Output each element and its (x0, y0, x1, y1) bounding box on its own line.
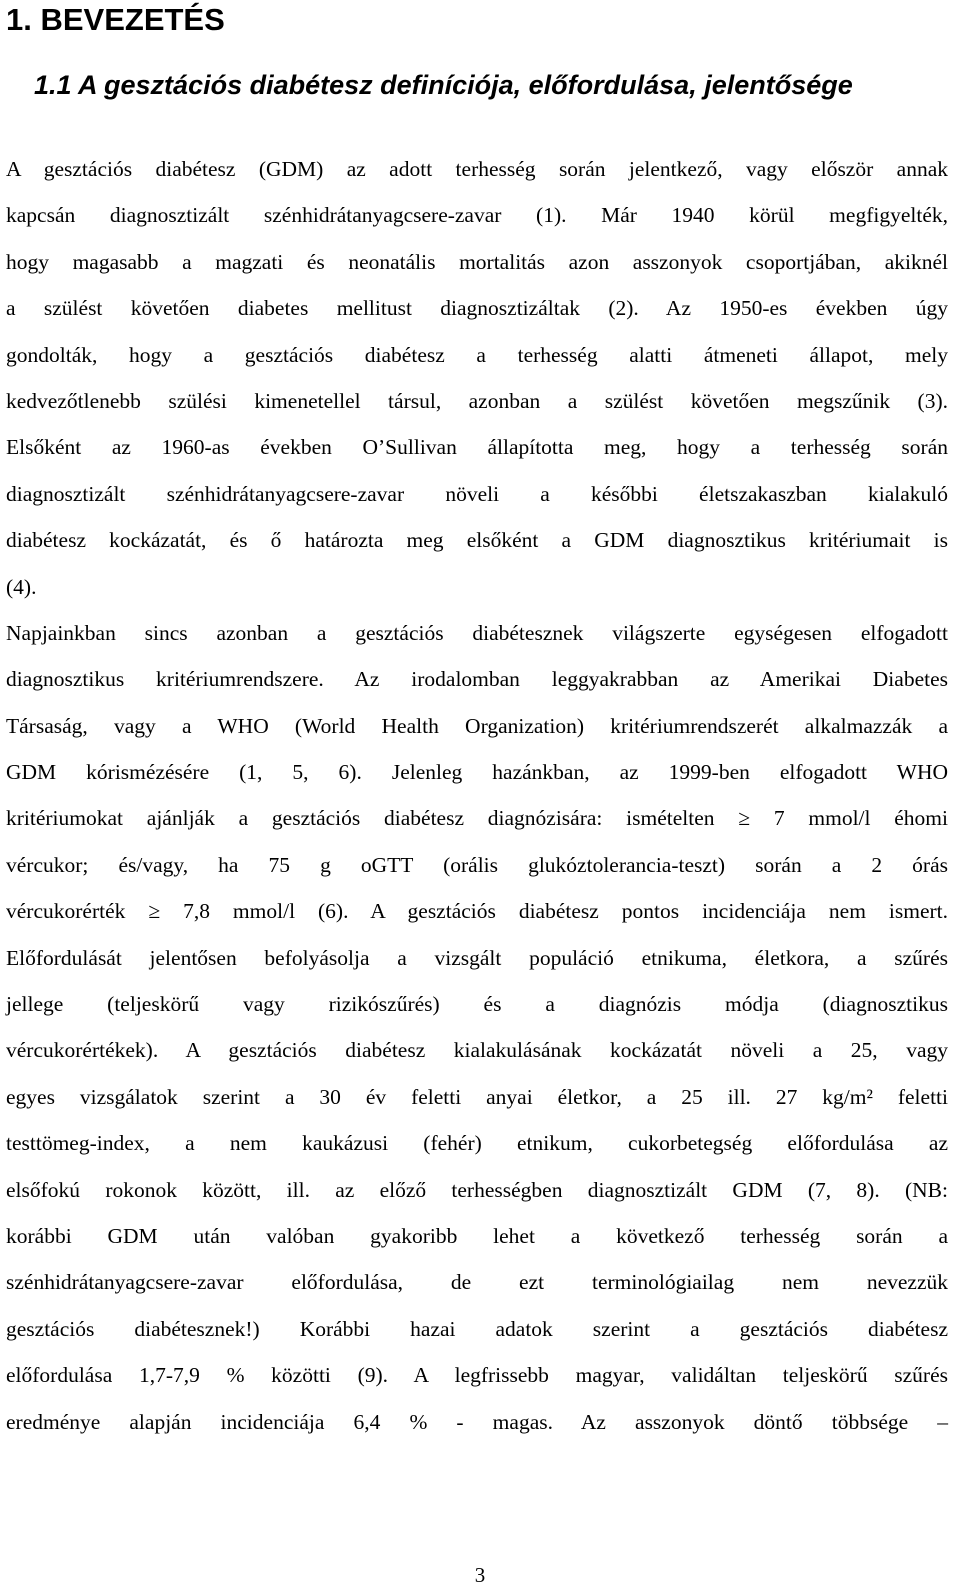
text-line: eredménye alapján incidenciája 6,4 % - magas. Az asszonyok döntő többsége – (6, 1409, 948, 1434)
text-line: kapcsán diagnosztizált szénhidrátanyagcsere-zavar (1). Már 1940 körül megfigyelték, (6, 203, 948, 228)
text-line: a szülést követően diabetes mellitust diagnosztizáltak (2). Az 1950-es években úgy (6, 296, 948, 321)
text-line: vércukorértékek). A gesztációs diabétesz kialakulásának kockázatát növeli a 25, vagy (6, 1038, 948, 1063)
text-line: jellege (teljeskörű vagy rizikószűrés) és a diagnózis módja (diagnosztikus (6, 992, 948, 1017)
section-heading: 1.1 A gesztációs diabétesz definíciója, előfordulása, jelentősége (34, 70, 853, 100)
text-line: Elsőként az 1960-as években O’Sullivan állapította meg, hogy a terhesség során (6, 435, 948, 460)
text-line: szénhidrátanyagcsere-zavar előfordulása, de ezt terminológiailag nem nevezzük (6, 1270, 948, 1295)
chapter-heading: 1. BEVEZETÉS (6, 2, 225, 37)
text-line: GDM kórismézésére (1, 5, 6). Jelenleg hazánkban, az 1999-ben elfogadott WHO (6, 760, 948, 785)
body-paragraphs (6, 146, 948, 1445)
text-line: elsőfokú rokonok között, ill. az előző terhességben diagnosztizált GDM (7, 8). (NB: (6, 1177, 948, 1202)
text-line: korábbi GDM után valóban gyakoribb lehet a következő terhesség során a (6, 1223, 948, 1248)
text-line: A gesztációs diabétesz (GDM) az adott terhesség során jelentkező, vagy először annak (6, 157, 948, 181)
text-line: vércukorérték ≥ 7,8 mmol/l (6). A gesztációs diabétesz pontos incidenciája nem ismert. (6, 899, 948, 924)
text-line: diagnosztikus kritériumrendszere. Az irodalomban leggyakrabban az Amerikai Diabetes (6, 667, 948, 692)
text-line: diagnosztizált szénhidrátanyagcsere-zavar növeli a későbbi életszakaszban kialakuló (6, 481, 948, 506)
text-line: egyes vizsgálatok szerint a 30 év feletti anyai életkor, a 25 ill. 27 kg/m² feletti (6, 1084, 948, 1109)
text-line: Társaság, vagy a WHO (World Health Organization) kritériumrendszerét alkalmazzák a (6, 713, 948, 738)
text-line: gondolták, hogy a gesztációs diabétesz a terhesség alatti átmeneti állapot, mely (6, 342, 948, 367)
page-number: 3 (474, 1563, 486, 1587)
text-line: testtömeg-index, a nem kaukázusi (fehér) etnikum, cukorbetegség előfordulása az (6, 1131, 948, 1156)
text-line: gesztációs diabétesznek!) Korábbi hazai adatok szerint a gesztációs diabétesz (6, 1316, 948, 1341)
text-line: (4). (6, 574, 37, 599)
text-line: előfordulása 1,7-7,9 % közötti (9). A legfrissebb magyar, validáltan teljeskörű szűrés (6, 1363, 948, 1388)
text-line: Napjainkban sincs azonban a gesztációs diabétesznek világszerte egységesen elfogadott (6, 620, 948, 645)
text-line: Előfordulását jelentősen befolyásolja a vizsgált populáció etnikuma, életkora, a szűrés (6, 945, 948, 970)
text-line: hogy magasabb a magzati és neonatális mortalitás azon asszonyok csoportjában, akiknél (6, 249, 948, 274)
text-line: diabétesz kockázatát, és ő határozta meg elsőként a GDM diagnosztikus kritériumait is (6, 528, 948, 553)
text-line: vércukor; és/vagy, ha 75 g oGTT (orális glukóztolerancia-teszt) során a 2 órás (6, 852, 948, 877)
text-line: kritériumokat ajánlják a gesztációs diabétesz diagnózisára: ismételten ≥ 7 mmol/l éhomi (6, 806, 948, 831)
text-line: kedvezőtlenebb szülési kimenetellel társul, azonban a szülést követően megszűnik (3). (6, 388, 948, 413)
